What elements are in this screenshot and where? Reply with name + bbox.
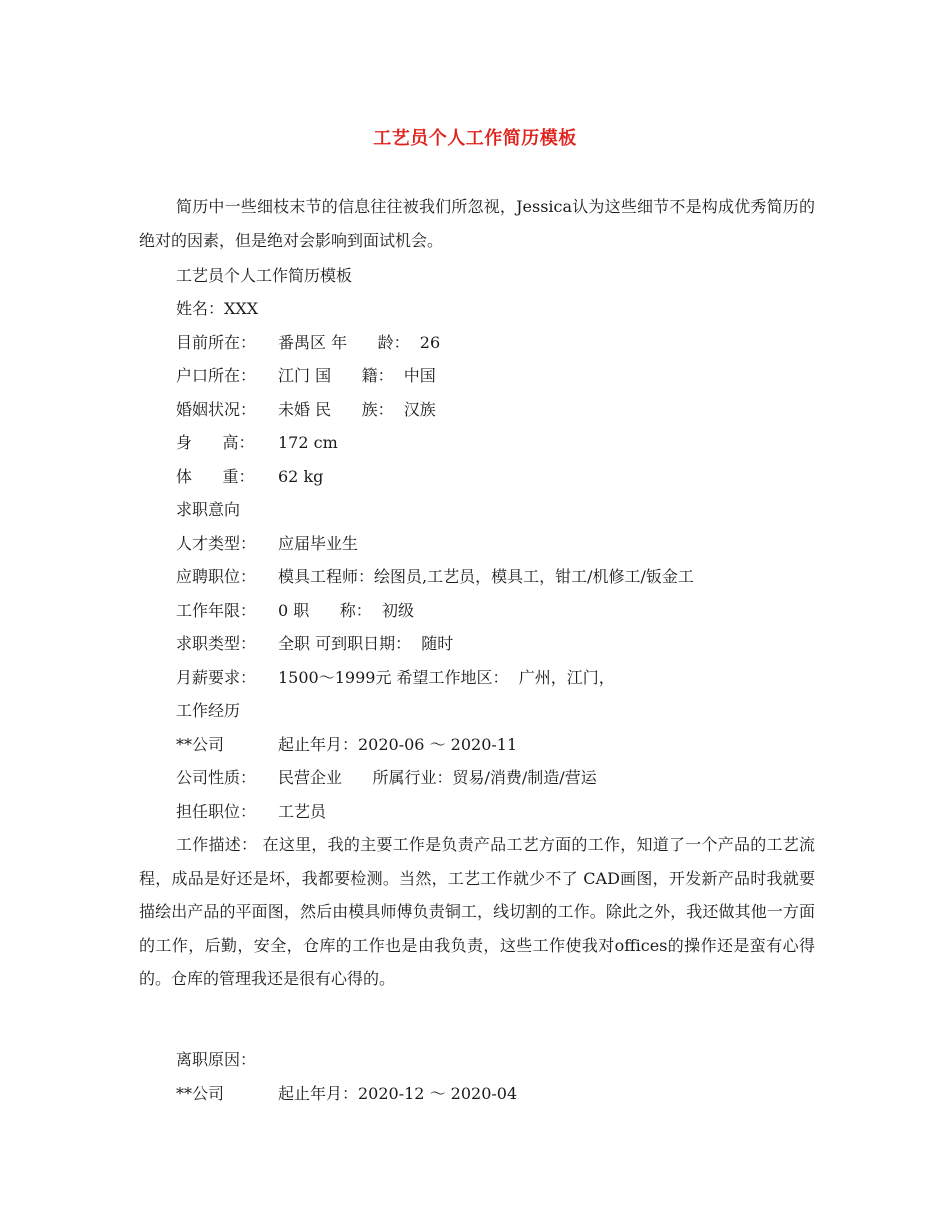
document-title: 工艺员个人工作简历模板 [373,128,577,149]
field-value: 工艺员 [278,802,327,821]
location-age-row [176,333,440,353]
job-type-row [176,634,453,654]
job1-nature-row [176,768,597,788]
field-value: 全职 可到职日期： 随时 [278,634,454,653]
job-intent-heading: 求职意向 [176,500,241,519]
intro-paragraph: 简历中一些细枝末节的信息往往被我们所忽视，Jessica认为这些细节不是构成优秀简历的绝对的因素，但是绝对会影响到面试机会。 [139,197,815,250]
field-label: 目前所在： [176,333,257,352]
hukou-nationality-row [176,366,436,386]
field-value: 未婚 民 族： 汉族 [278,400,436,419]
field-value: 62 kg [278,467,324,486]
talent-type-row [176,534,358,554]
field-value: 民营企业 所属行业：贸易/消费/制造/营运 [278,768,597,787]
height-row [176,433,338,453]
name-line: 姓名：XXX [176,299,259,318]
weight-row [176,467,323,487]
job2-company-row [176,1084,517,1104]
job1-leave-reason: 离职原因： [176,1050,257,1069]
resume-subtitle: 工艺员个人工作简历模板 [176,266,353,285]
field-value: 172 cm [278,433,338,452]
field-label: 人才类型： [176,534,257,553]
field-value: 0 职 称： 初级 [278,601,414,620]
company-name: **公司 [176,735,225,754]
job1-role-row [176,802,326,822]
field-label: 担任职位： [176,802,257,821]
field-value: 应届毕业生 [278,534,359,553]
experience-heading: 工作经历 [176,701,241,720]
job1-description: 工作描述： 在这里，我的主要工作是负责产品工艺方面的工作，知道了一个产品的工艺流程，成品是好还是坏，我都要检测。当然，工艺工作就少不了 CAD画图，开发新产品时我就要描绘出产品的平面图，然后由模具师傅负责铜工，线切割的工作。除此之外，我还做其他一方面的工作，后勤，安全，仓库的工作也是由我负责，这些工作使我对offices的操作还是蛮有心得的。仓库的管理我还是很有心得的。 [139,835,815,988]
field-label: 公司性质： [176,768,257,787]
field-value: 模具工程师：绘图员,工艺员，模具工，钳工/机修工/钣金工 [278,567,694,586]
company-name: **公司 [176,1084,225,1103]
marital-ethnicity-row [176,400,436,420]
years-title-row [176,601,414,621]
field-value: 江门 国 籍： 中国 [278,366,436,385]
field-label: 身 高： [176,433,255,452]
position-row [176,567,694,587]
field-label: 工作年限： [176,601,257,620]
field-value: 1500～1999元 希望工作地区： 广州，江门， [278,668,615,687]
field-label: 体 重： [176,467,255,486]
job-period: 起止年月：2020-06 ～ 2020-11 [278,735,518,754]
field-label: 婚姻状况： [176,400,257,419]
field-label: 应聘职位： [176,567,257,586]
field-value: 番禺区 年 龄： 26 [278,333,441,352]
salary-row [176,668,615,688]
field-label: 户口所在： [176,366,257,385]
job1-company-row [176,735,517,755]
field-label: 月薪要求： [176,668,257,687]
field-label: 求职类型： [176,634,257,653]
job-period: 起止年月：2020-12 ～ 2020-04 [278,1084,518,1103]
